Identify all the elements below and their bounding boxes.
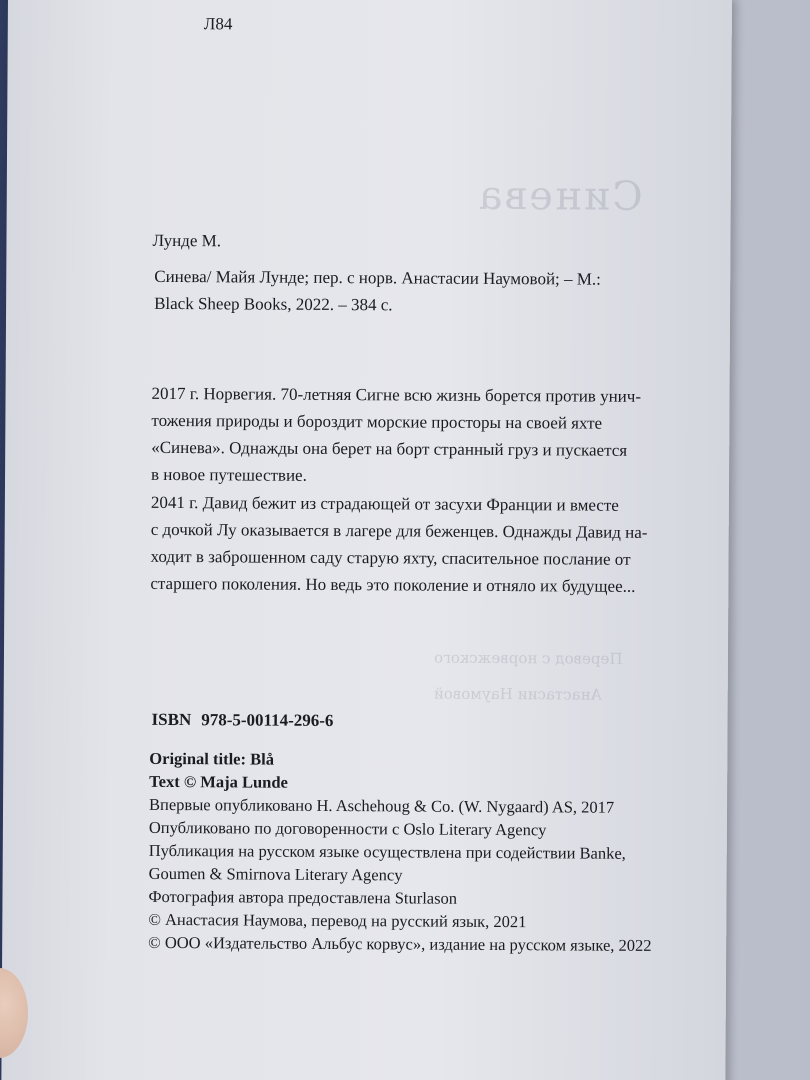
annotation-paragraph [150,489,647,600]
bibliography-line: Синева/ Майя Лунде; пер. с норв. Анастасии Наумовой; – М.: [154,266,601,289]
credit-line: Впервые опубликовано H. Aschehoug & Co. (W. Nygaard) AS, 2017 [148,794,615,817]
annotation [150,380,648,600]
credit-line: Опубликовано по договоренности с Oslo Literary Agency [148,817,547,840]
annotation-line: 2017 г. Норвегия. 70-летняя Сигне всю жизнь борется против унич- [151,383,642,406]
isbn [151,707,333,734]
copyright-block [148,747,653,957]
annotation-line: старшего поколения. Но ведь это поколение и отняло их будущее... [150,573,636,596]
bibliography-entry [154,264,674,322]
annotation-paragraph [151,380,648,491]
credit-line: © Анастасия Наумова, перевод на русский язык, 2021 [148,909,527,932]
annotation-line: в новое путешествие. [151,464,307,485]
bleed-through-line: Перевод с норвежского [433,648,623,668]
classification-code: Л84 [203,14,233,34]
credit-line: Goumen & Smirnova Literary Agency [148,863,403,885]
credit-line: Фотография автора предоставлена Sturlason [148,886,458,908]
annotation-line: с дочкой Лу оказывается в лагере для беженцев. Однажды Давид на- [150,519,648,542]
credit-line: Публикация на русском языке осуществлена при содействии Banke, [148,840,626,863]
isbn-label: ISBN [151,709,192,730]
annotation-line: тожения природы и бороздит морские просторы на своей яхте [151,410,603,433]
bleed-through-line: Анастасии Наумовой [433,684,602,704]
annotation-line: 2041 г. Давид бежит из страдающей от засухи Франции и вместе [150,492,619,515]
bibliography-line: Black Sheep Books, 2022. – 384 с. [154,294,393,315]
original-title: Original title: Blå [149,748,275,769]
annotation-line: ходит в заброшенном саду старую яхту, спасительное послание от [150,546,631,569]
credit-line: © ООО «Издательство Альбус корвус», издание на русском языке, 2022 [148,932,652,955]
bleed-through-title: Синева [476,172,643,220]
bibliography-author: Лунде М. [152,230,222,251]
annotation-line: «Синева». Однажды она берет на борт странный груз и пускается [151,437,628,460]
isbn-value: 978-5-00114-296-6 [201,710,334,731]
text-copyright: Text © Maja Lunde [149,771,288,792]
book-page [1,0,732,1080]
